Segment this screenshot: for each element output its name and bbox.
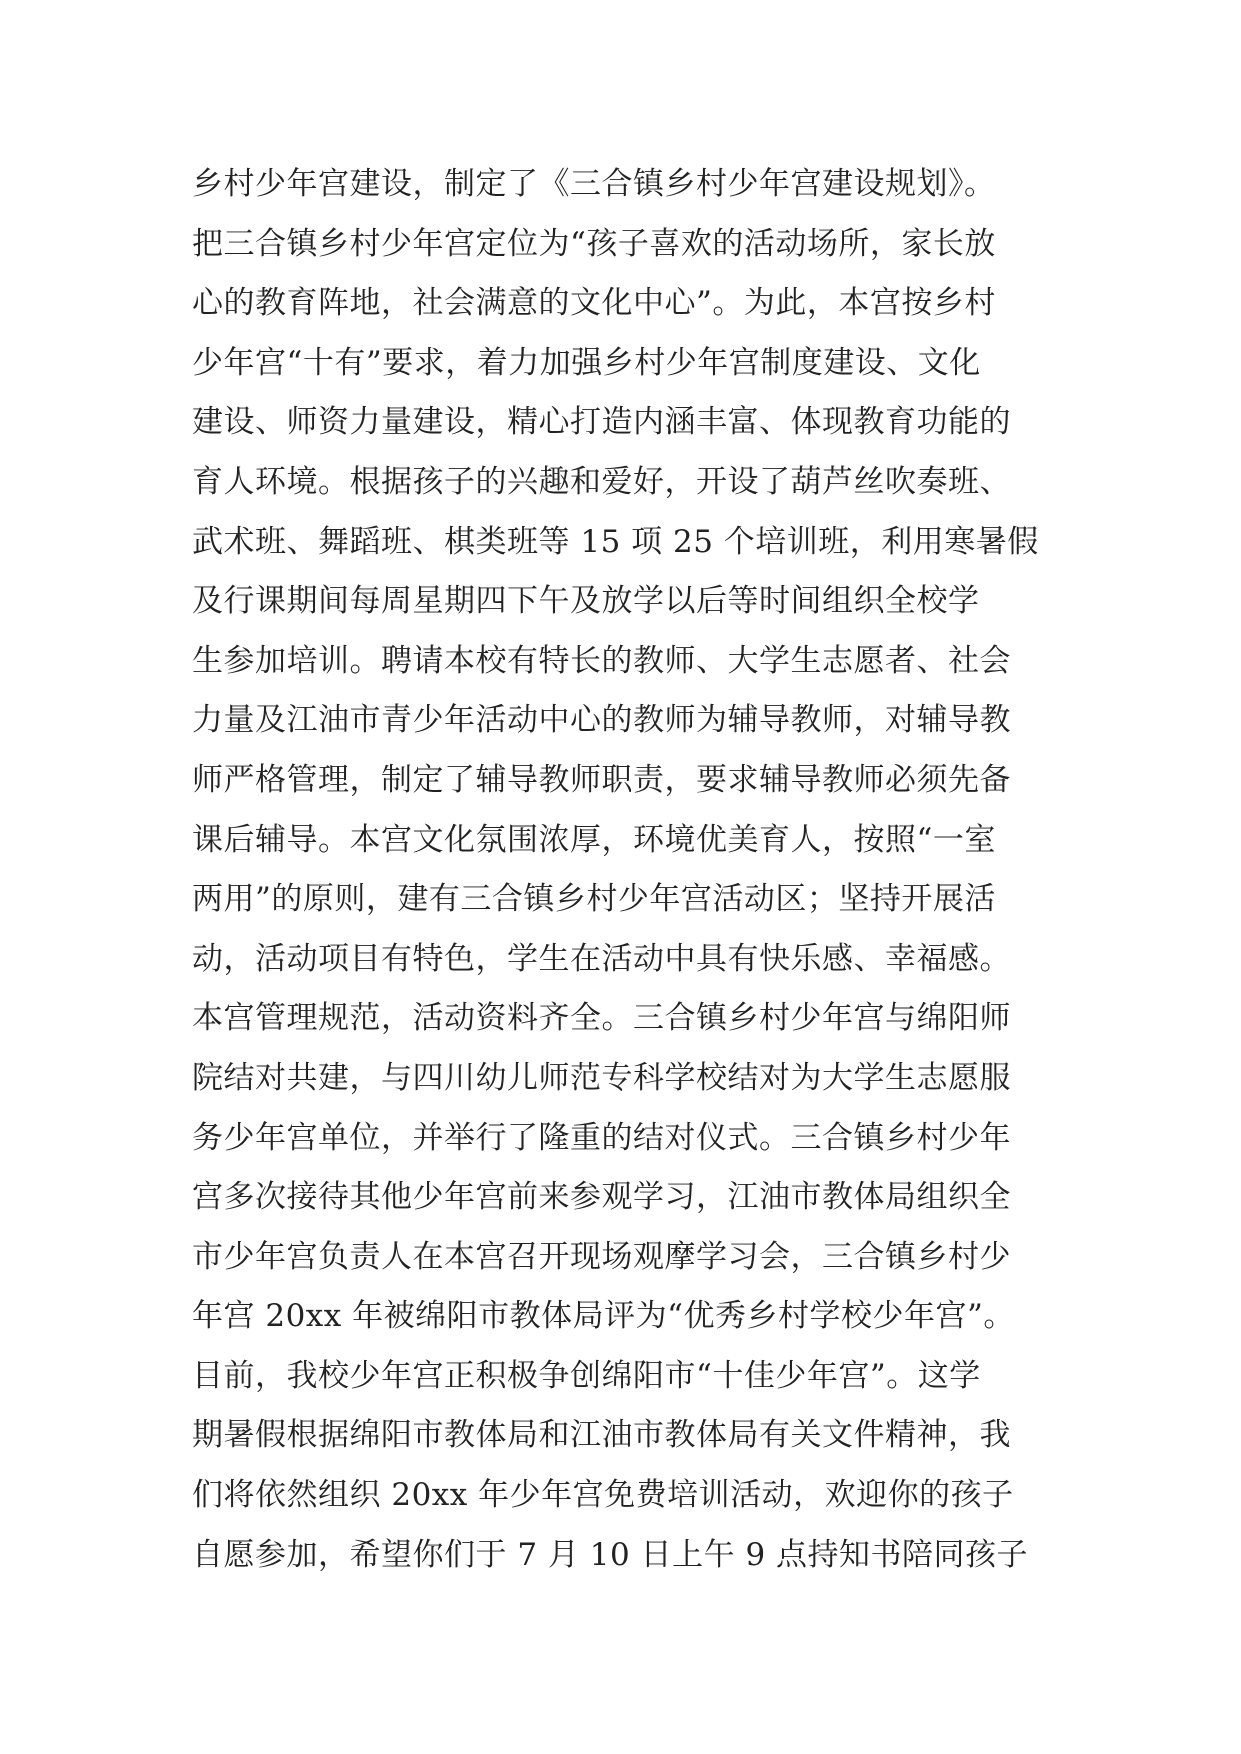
text-line: 及行课期间每周星期四下午及放学以后等时间组织全校学 — [192, 583, 980, 620]
text-line: 们将依然组织 20xx 年少年宫免费培训活动，欢迎你的孩子 — [192, 1477, 1014, 1514]
text-line: 师严格管理，制定了辅导教师职责，要求辅导教师必须先备 — [192, 761, 1011, 798]
text-line: 课后辅导。本宫文化氛围浓厚，环境优美育人，按照“一室 — [192, 821, 996, 858]
text-line: 动，活动项目有特色，学生在活动中具有快乐感、幸福感。 — [192, 940, 1011, 977]
text-line: 乡村少年宫建设，制定了《三合镇乡村少年宫建设规划》。 — [192, 166, 996, 202]
text-line: 少年宫“十有”要求，着力加强乡村少年宫制度建设、文化 — [192, 344, 981, 381]
text-line: 务少年宫单位，并举行了隆重的结对仪式。三合镇乡村少年 — [192, 1119, 1011, 1156]
text-line: 自愿参加，希望你们于 7 月 10 日上午 9 点持知书陪同孩子 — [192, 1536, 1029, 1573]
text-line: 宫多次接待其他少年宫前来参观学习，江油市教体局组织全 — [192, 1179, 1011, 1216]
text-line: 把三合镇乡村少年宫定位为“孩子喜欢的活动场所，家长放 — [192, 225, 996, 262]
text-line: 生参加培训。聘请本校有特长的教师、大学生志愿者、社会 — [192, 642, 1011, 679]
text-line: 武术班、舞蹈班、棋类班等 15 项 25 个培训班，利用寒暑假 — [192, 523, 1039, 560]
text-line: 目前，我校少年宫正积极争创绵阳市“十佳少年宫”。这学 — [192, 1357, 981, 1394]
text-line: 育人环境。根据孩子的兴趣和爱好，开设了葫芦丝吹奏班、 — [192, 463, 1011, 500]
text-line: 建设、师资力量建设，精心打造内涵丰富、体现教育功能的 — [192, 404, 1011, 441]
text-line: 力量及江油市青少年活动中心的教师为辅导教师，对辅导教 — [192, 702, 1011, 739]
text-line: 心的教育阵地，社会满意的文化中心”。为此，本宫按乡村 — [192, 285, 996, 322]
text-line: 本宫管理规范，活动资料齐全。三合镇乡村少年宫与绵阳师 — [192, 1000, 1011, 1037]
text-line: 两用”的原则，建有三合镇乡村少年宫活动区；坚持开展活 — [192, 881, 996, 918]
text-line: 院结对共建，与四川幼儿师范专科学校结对为大学生志愿服 — [192, 1059, 1011, 1096]
text-line: 市少年宫负责人在本宫召开现场观摩学习会，三合镇乡村少 — [192, 1238, 1011, 1275]
body-paragraph — [192, 155, 1072, 1585]
text-line: 期暑假根据绵阳市教体局和江油市教体局有关文件精神，我 — [192, 1417, 1011, 1454]
text-line: 年宫 20xx 年被绵阳市教体局评为“优秀乡村学校少年宫”。 — [192, 1298, 1015, 1335]
